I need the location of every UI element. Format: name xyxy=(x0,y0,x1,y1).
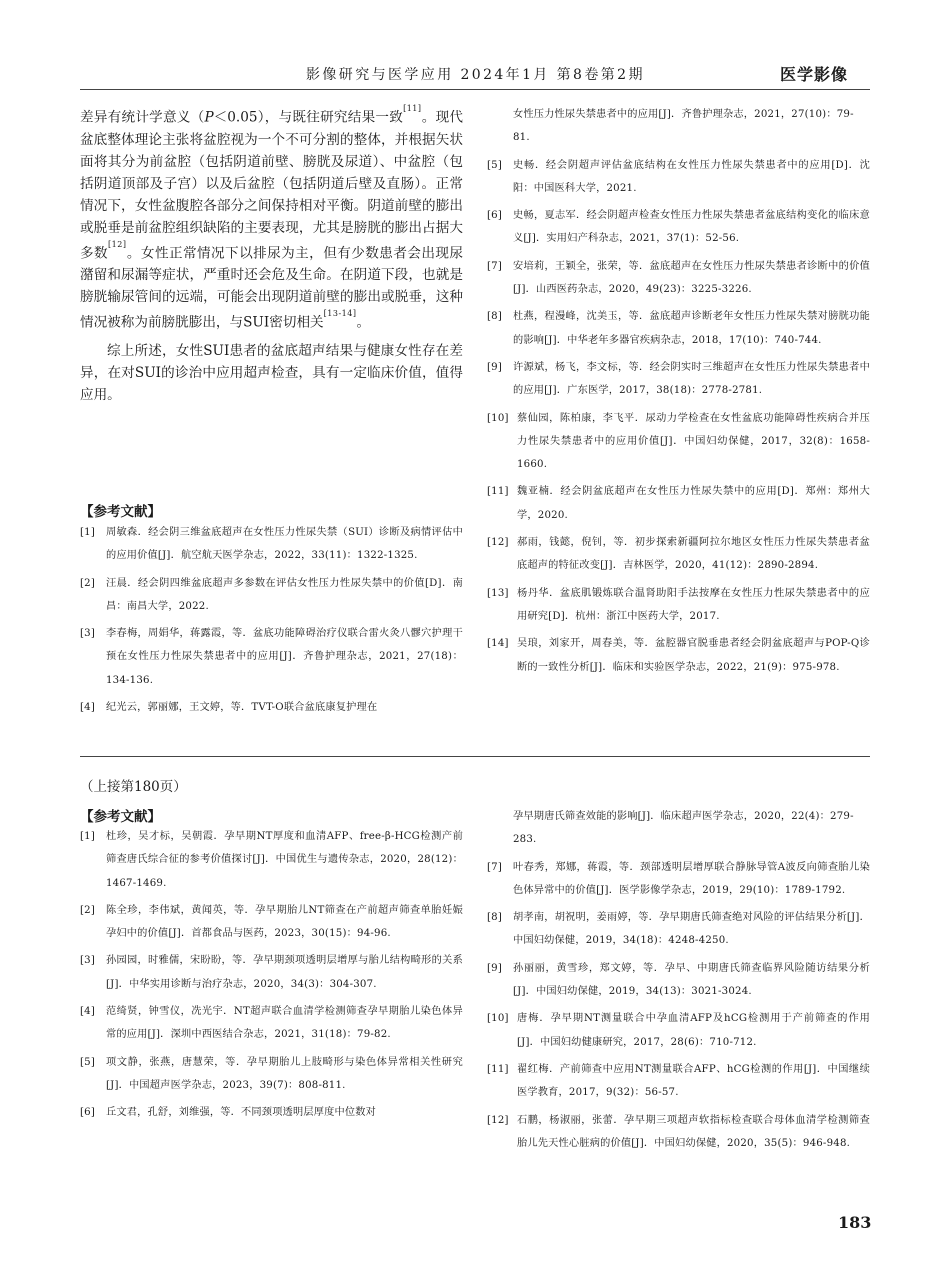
reference-item xyxy=(487,1109,870,1156)
reference-text: 范绮贤，钟雪仪，冼光宇．NT超声联合血清学检测筛查孕早期胎儿染色体异常的应用[J]．深圳中西医结合杂志，2021，31(18)：79-82. xyxy=(106,1006,463,1041)
reference-text: 魏亚楠．经会阴盆底超声在女性压力性尿失禁中的应用[D]．郑州：郑州大学，2020. xyxy=(517,486,870,521)
reference-text: 孙园园，时雅儒，宋盼盼，等．孕早期颈项透明层增厚与胎儿结构畸形的关系[J]．中华实用诊断与治疗杂志，2020，34(3)：304-307. xyxy=(106,955,463,990)
reference-item xyxy=(487,480,870,527)
citation-marker: [11] xyxy=(403,104,422,113)
body-paragraph-2: 综上所述，女性SUI患者的盆底超声结果与健康女性存在差异，在对SUI的诊治中应用超声检查，具有一定临床价值，值得应用。 xyxy=(80,342,463,403)
reference-number: [10] xyxy=(487,412,509,424)
reference-item xyxy=(487,632,870,679)
reference-item xyxy=(487,204,870,251)
header-rule xyxy=(80,89,870,90)
reference-number: [6] xyxy=(487,210,503,222)
reference-list xyxy=(487,154,870,679)
reference-number: [11] xyxy=(487,486,509,498)
reference-number: [3] xyxy=(80,955,96,967)
reference-item xyxy=(487,1058,870,1105)
reference-item xyxy=(487,154,870,201)
reference-item xyxy=(487,906,870,953)
reference-text: 史畅，夏志军．经会阴超声检查女性压力性尿失禁患者盆底结构变化的临床意义[J]．实用妇产科杂志，2021，37(1)：52-56. xyxy=(513,210,870,245)
reference-number: [12] xyxy=(487,1114,509,1126)
reference-text: 项文静，张燕，唐慧荣，等．孕早期胎儿上肢畸形与染色体异常相关性研究[J]．中国超声医学杂志，2023，39(7)：808-811. xyxy=(106,1056,463,1091)
reference-text: 李春梅，周娟华，蒋露霞，等．盆底功能障碍治疗仪联合雷火灸八髎穴护理干预在女性压力性尿失禁患者中的应用[J]．齐鲁护理杂志，2021，27(18)：134-136. xyxy=(106,628,463,686)
reference-number: [2] xyxy=(80,577,96,589)
reference-list-left-2 xyxy=(80,825,463,1129)
reference-item xyxy=(80,1051,463,1098)
reference-item xyxy=(487,305,870,352)
reference-item xyxy=(487,531,870,578)
reference-list-right-2 xyxy=(487,805,870,1159)
reference-item xyxy=(487,255,870,302)
reference-number: [1] xyxy=(80,831,96,842)
body-text-span: 。 xyxy=(356,314,371,331)
reference-number: [4] xyxy=(80,702,96,714)
body-paragraph-1 xyxy=(80,103,463,334)
reference-number: [8] xyxy=(487,311,503,323)
reference-list xyxy=(487,856,870,1156)
references-heading-2: 【参考文献】 xyxy=(80,809,161,825)
reference-text: 蔡仙园，陈柏康，李飞平．尿动力学检查在女性盆底功能障碍性疾病合并压力性尿失禁患者中的应用价值[J]．中国妇幼保健，2017，32(8)：1658-1660. xyxy=(517,412,870,471)
reference-text: 汪晨．经会阴四维盆底超声多参数在评估女性压力性尿失禁中的价值[D]．南昌：南昌大学，2022. xyxy=(106,577,463,612)
reference-item xyxy=(487,407,870,477)
reference-number: [5] xyxy=(80,1056,96,1068)
reference-number: [12] xyxy=(487,537,509,549)
citation-marker: [12] xyxy=(108,239,127,249)
reference-number: [3] xyxy=(80,628,96,640)
reference-item xyxy=(80,572,463,619)
reference-number: [7] xyxy=(487,260,503,272)
reference-text: 纪光云，郭丽娜，王文婷，等．TVT-O联合盆底康复护理在 xyxy=(106,702,378,714)
reference-item xyxy=(80,1101,463,1124)
reference-number: [11] xyxy=(487,1063,509,1075)
reference-item xyxy=(80,949,463,996)
reference-number: [9] xyxy=(487,962,503,974)
reference-item xyxy=(487,582,870,629)
reference-number: [1] xyxy=(80,527,96,538)
reference-item xyxy=(80,521,463,568)
reference-number: [14] xyxy=(487,638,509,650)
body-text-span: 。现代盆底整体理论主张将盆腔视为一个不可分割的整体，并根据矢状面将其分为前盆腔（包括阴道前壁、膀胱及尿道）、中盆腔（包括阴道顶部及子宫）以及后盆腔（包括阴道后壁及直肠）。正常情况下，女性盆腹腔各部分之间保持相对平衡。阴道前壁的膨出或脱垂是前盆腔组织缺陷的主要表现，尤其是膀胱的膨出占据大多数 xyxy=(80,109,464,262)
reference-text: 史畅．经会阴超声评估盆底结构在女性压力性尿失禁患者中的应用[D]．沈阳：中国医科大学，2021. xyxy=(513,159,870,194)
reference-item xyxy=(80,825,463,895)
reference-item xyxy=(80,622,463,692)
reference-text: 杜燕，程漫峰，沈美玉，等．盆底超声诊断老年女性压力性尿失禁对膀胱功能的影响[J]．中华老年多器官疾病杂志，2018，17(10)：740-744. xyxy=(513,311,870,346)
reference-number: [2] xyxy=(80,904,96,916)
reference-text: 陈全珍，李伟斌，黄闻英，等．孕早期胎儿NT筛查在产前超声筛查单胎妊娠孕妇中的价值[J]．首都食品与医药，2023，30(15)：94-96. xyxy=(106,904,463,940)
reference-text: 翟红梅．产前筛查中应用NT测量联合AFP、hCG检测的作用[J]．中国继续医学教育，2017，9(32)：56-57. xyxy=(517,1063,870,1099)
body-text-span: 。女性正常情况下以排尿为主，但有少数患者会出现尿潴留和尿漏等症状，严重时还会危及生命。在阴道下段，也就是膀胱输尿管间的远端，可能会出现阴道前壁的膨出或脱垂，这种情况被称为前膀胱膨出，与SUI密切相关 xyxy=(80,245,464,331)
reference-item xyxy=(80,899,463,946)
reference-number: [5] xyxy=(487,159,503,171)
reference-number: [9] xyxy=(487,361,503,373)
section-divider xyxy=(80,756,870,757)
reference-text: 丘文君，孔舒，刘维强，等．不同颈项透明层厚度中位数对 xyxy=(106,1107,377,1119)
body-text-span: 差异有统计学意义（ xyxy=(80,109,205,126)
reference-number: [13] xyxy=(487,587,509,599)
body-text-span: ＜0.05），与既往研究结果一致 xyxy=(213,109,404,126)
reference-item xyxy=(487,1007,870,1054)
journal-header: 影像研究与医学应用 2024年1月 第8卷第2期 xyxy=(306,67,645,83)
reference-number: [10] xyxy=(487,1013,509,1025)
reference-text: 石鹏，杨淑丽，张蕾．孕早期三项超声软指标检查联合母体血清学检测筛查胎儿先天性心脏病的价值[J]．中国妇幼保健，2020，35(5)：946-948. xyxy=(517,1114,870,1149)
reference-number: [7] xyxy=(487,861,503,873)
reference-number: [4] xyxy=(80,1006,96,1018)
reference-list-left xyxy=(80,521,463,723)
reference-text: 叶春秀，郑娜，蒋霞，等．颈部透明层增厚联合静脉导管A波反向筛查胎儿染色体异常中的价值[J]．医学影像学杂志，2019，29(10)：1789-1792. xyxy=(513,861,870,896)
reference-item xyxy=(80,696,463,719)
reference-text: 许源斌，杨飞，李文标，等．经会阴实时三维超声在女性压力性尿失禁患者中的应用[J]．广东医学，2017，38(18)：2778-2781. xyxy=(513,361,870,397)
reference-item xyxy=(487,856,870,903)
reference-continuation: 女性压力性尿失禁患者中的应用[J]．齐鲁护理杂志，2021，27(10)：79-81. xyxy=(513,109,854,144)
reference-number: [8] xyxy=(487,912,503,924)
reference-text: 唐梅．孕早期NT测量联合中孕血清AFP及hCG检测用于产前筛查的作用[J]．中国妇幼健康研究，2017，28(6)：710-712. xyxy=(517,1013,870,1048)
continuation-note: （上接第180页） xyxy=(80,779,187,795)
citation-marker: [13-14] xyxy=(323,309,357,319)
reference-text: 胡孝南，胡祝明，姜雨婷，等．孕早期唐氏筛查绝对风险的评估结果分析[J]．中国妇幼保健，2019，34(18)：4248-4250. xyxy=(513,912,870,947)
reference-text: 周敏森．经会阴三维盆底超声在女性压力性尿失禁（SUI）诊断及病情评估中的应用价值[J]．航空航天医学杂志，2022，33(11)：1322-1325. xyxy=(106,527,463,562)
p-value-symbol: P xyxy=(204,109,214,126)
reference-item xyxy=(80,1000,463,1047)
reference-text: 郝雨，钱懿，倪钊，等．初步探索新疆阿拉尔地区女性压力性尿失禁患者盆底超声的特征改变[J]．吉林医学，2020，41(12)：2890-2894. xyxy=(517,537,870,572)
reference-text: 吴琅，刘家开，周春美，等．盆腔器官脱垂患者经会阴盆底超声与POP-Q诊断的一致性分析[J]．临床和实验医学杂志，2022，21(9)：975-978. xyxy=(517,638,870,673)
page-number: 183 xyxy=(838,1213,872,1232)
reference-text: 杨丹华．盆底肌锻炼联合温肾助阳手法按摩在女性压力性尿失禁患者中的应用研究[D]．杭州：浙江中医药大学，2017. xyxy=(517,587,870,622)
reference-text: 杜珍，吴才标，吴朝霞．孕早期NT厚度和血清AFP、free-β-HCG检测产前筛查唐氏综合征的参考价值探讨[J]．中国优生与遗传杂志，2020，28(12)：1467-1469. xyxy=(106,831,463,889)
body-text-column xyxy=(80,103,463,406)
references-heading: 【参考文献】 xyxy=(80,504,161,520)
reference-item xyxy=(487,356,870,403)
reference-list-right xyxy=(487,103,870,683)
reference-continuation: 孕早期唐氏筛查效能的影响[J]．临床超声医学杂志，2020，22(4)：279-283. xyxy=(513,811,854,846)
section-label: 医学影像 xyxy=(780,65,849,84)
reference-text: 安培莉，王颖全，张荣，等．盆底超声在女性压力性尿失禁患者诊断中的价值[J]．山西医药杂志，2020，49(23)：3225-3226. xyxy=(513,260,870,296)
reference-number: [6] xyxy=(80,1107,96,1119)
reference-item xyxy=(487,957,870,1004)
reference-text: 孙丽丽，黄雪珍，郑文婷，等．孕早、中期唐氏筛查临界风险随访结果分析[J]．中国妇幼保健，2019，34(13)：3021-3024. xyxy=(513,962,870,998)
